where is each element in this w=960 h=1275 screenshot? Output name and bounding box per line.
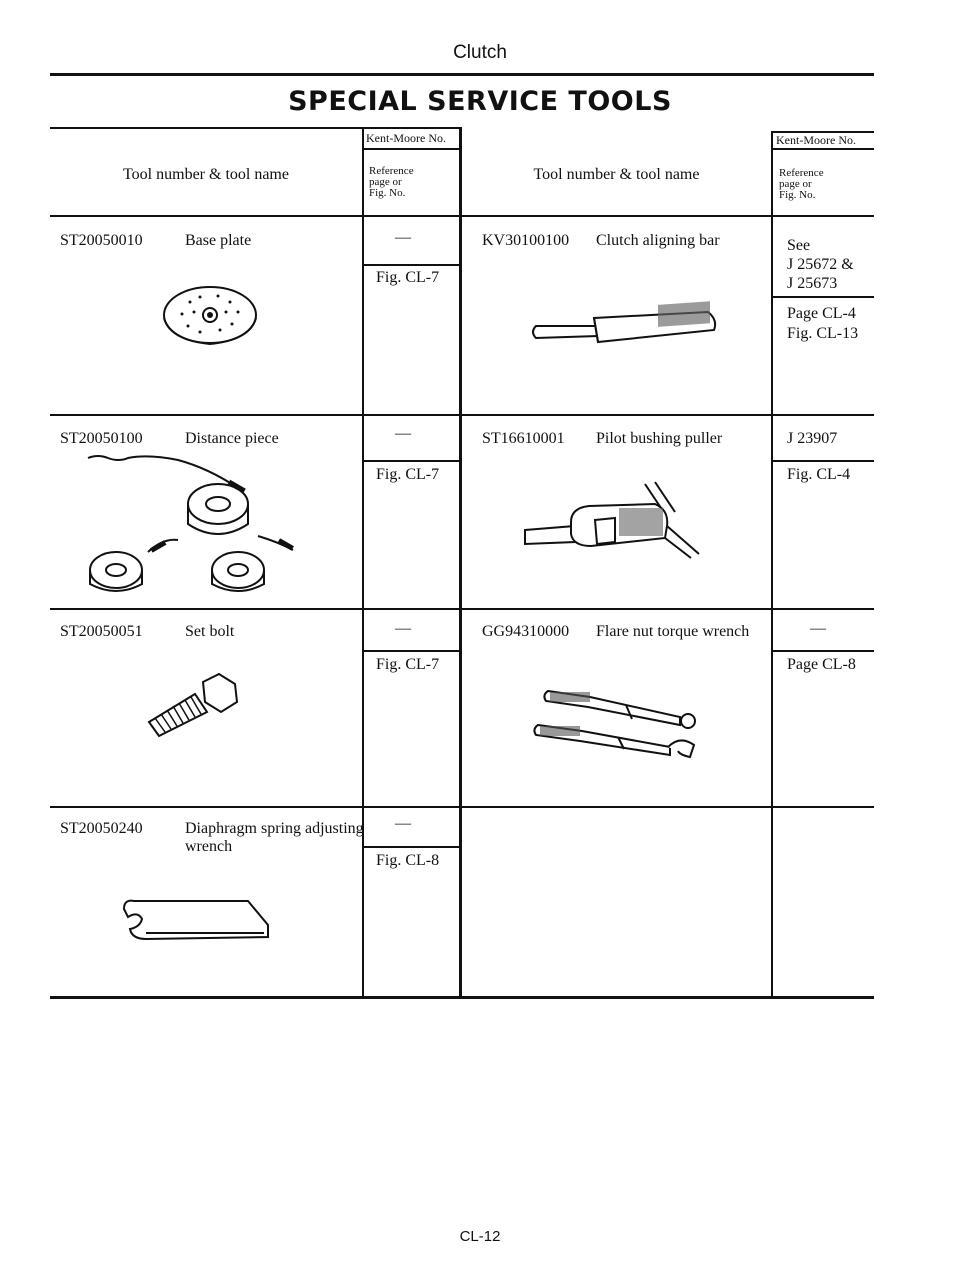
right-kent-header: Kent-Moore No. <box>776 133 856 147</box>
tool-name: Pilot bushing puller <box>596 430 723 447</box>
kent-moore-no: — <box>395 815 411 832</box>
reference-fig: Page CL-8 <box>787 656 856 673</box>
ref-header-line: Reference <box>779 167 824 179</box>
tool-number: ST20050100 <box>60 430 143 447</box>
table-rule <box>363 148 460 150</box>
kent-moore-no: — <box>395 425 411 442</box>
table-divider <box>459 127 462 997</box>
table-rule <box>363 460 460 462</box>
table-divider <box>362 127 364 997</box>
ref-header-line: page or <box>779 178 812 190</box>
aligning-bar-icon <box>528 306 723 348</box>
tool-name: Clutch aligning bar <box>596 232 720 249</box>
right-ref-header <box>779 168 824 201</box>
tool-name: Set bolt <box>185 623 235 640</box>
reference-fig: Fig. CL-8 <box>376 852 440 869</box>
tool-name: Distance piece <box>185 430 279 447</box>
table-rule <box>50 806 874 808</box>
header-rule <box>50 73 874 76</box>
ref-header-line: Reference <box>369 165 414 177</box>
tool-name: Base plate <box>185 232 252 249</box>
set-bolt-icon <box>145 658 245 738</box>
tool-number: ST20050240 <box>60 820 143 837</box>
tool-number: ST16610001 <box>482 430 565 447</box>
kent-moore-no: — <box>810 620 826 637</box>
kent-moore-no: J 23907 <box>787 430 838 447</box>
table-rule <box>363 650 460 652</box>
tool-number: ST20050051 <box>60 623 143 640</box>
kent-line: J 25672 & <box>787 256 854 273</box>
adjusting-wrench-icon <box>118 895 273 945</box>
table-rule <box>772 148 874 150</box>
table-bottom-rule <box>50 996 874 999</box>
left-kent-header: Kent-Moore No. <box>366 131 446 145</box>
reference-fig: Fig. CL-7 <box>376 466 440 483</box>
bushing-puller-icon <box>515 480 715 560</box>
kent-moore-no <box>787 236 854 293</box>
reference-fig: Fig. CL-7 <box>376 656 440 673</box>
reference-fig: Fig. CL-7 <box>376 269 440 286</box>
ref-line: Page CL-4 <box>787 305 856 322</box>
tool-number: KV30100100 <box>482 232 570 249</box>
distance-piece-icon <box>88 452 318 597</box>
table-rule <box>50 414 874 416</box>
tool-number: GG94310000 <box>482 623 570 640</box>
table-rule <box>363 264 460 266</box>
section-title: Clutch <box>453 42 507 63</box>
ref-header-line: page or <box>369 176 402 188</box>
tool-name-continued: wrench <box>185 838 233 855</box>
reference-fig <box>787 304 858 344</box>
table-rule <box>772 650 874 652</box>
left-tool-header: Tool number & tool name <box>123 166 289 183</box>
kent-line: J 25673 <box>787 275 838 292</box>
table-rule <box>772 460 874 462</box>
table-rule <box>363 846 460 848</box>
reference-fig: Fig. CL-4 <box>787 466 851 483</box>
table-rule <box>50 215 874 217</box>
table-divider <box>771 131 773 997</box>
right-tool-header: Tool number & tool name <box>533 166 700 183</box>
page-number: CL-12 <box>459 1228 501 1245</box>
tool-number: ST20050010 <box>60 232 143 249</box>
table-rule <box>50 127 460 129</box>
tool-name: Diaphragm spring adjusting <box>185 820 364 837</box>
ref-header-line: Fig. No. <box>369 187 406 199</box>
table-rule <box>772 296 874 298</box>
ref-line: Fig. CL-13 <box>787 325 859 342</box>
kent-moore-no: — <box>395 620 411 637</box>
kent-moore-no: — <box>395 229 411 246</box>
page-title: SPECIAL SERVICE TOOLS <box>288 86 672 117</box>
left-ref-header <box>369 166 414 199</box>
torque-wrench-icon <box>530 685 710 765</box>
base-plate-icon <box>160 282 260 352</box>
tool-name: Flare nut torque wrench <box>596 623 750 640</box>
table-rule <box>50 608 874 610</box>
ref-header-line: Fig. No. <box>779 189 816 201</box>
kent-line: See <box>787 237 811 254</box>
